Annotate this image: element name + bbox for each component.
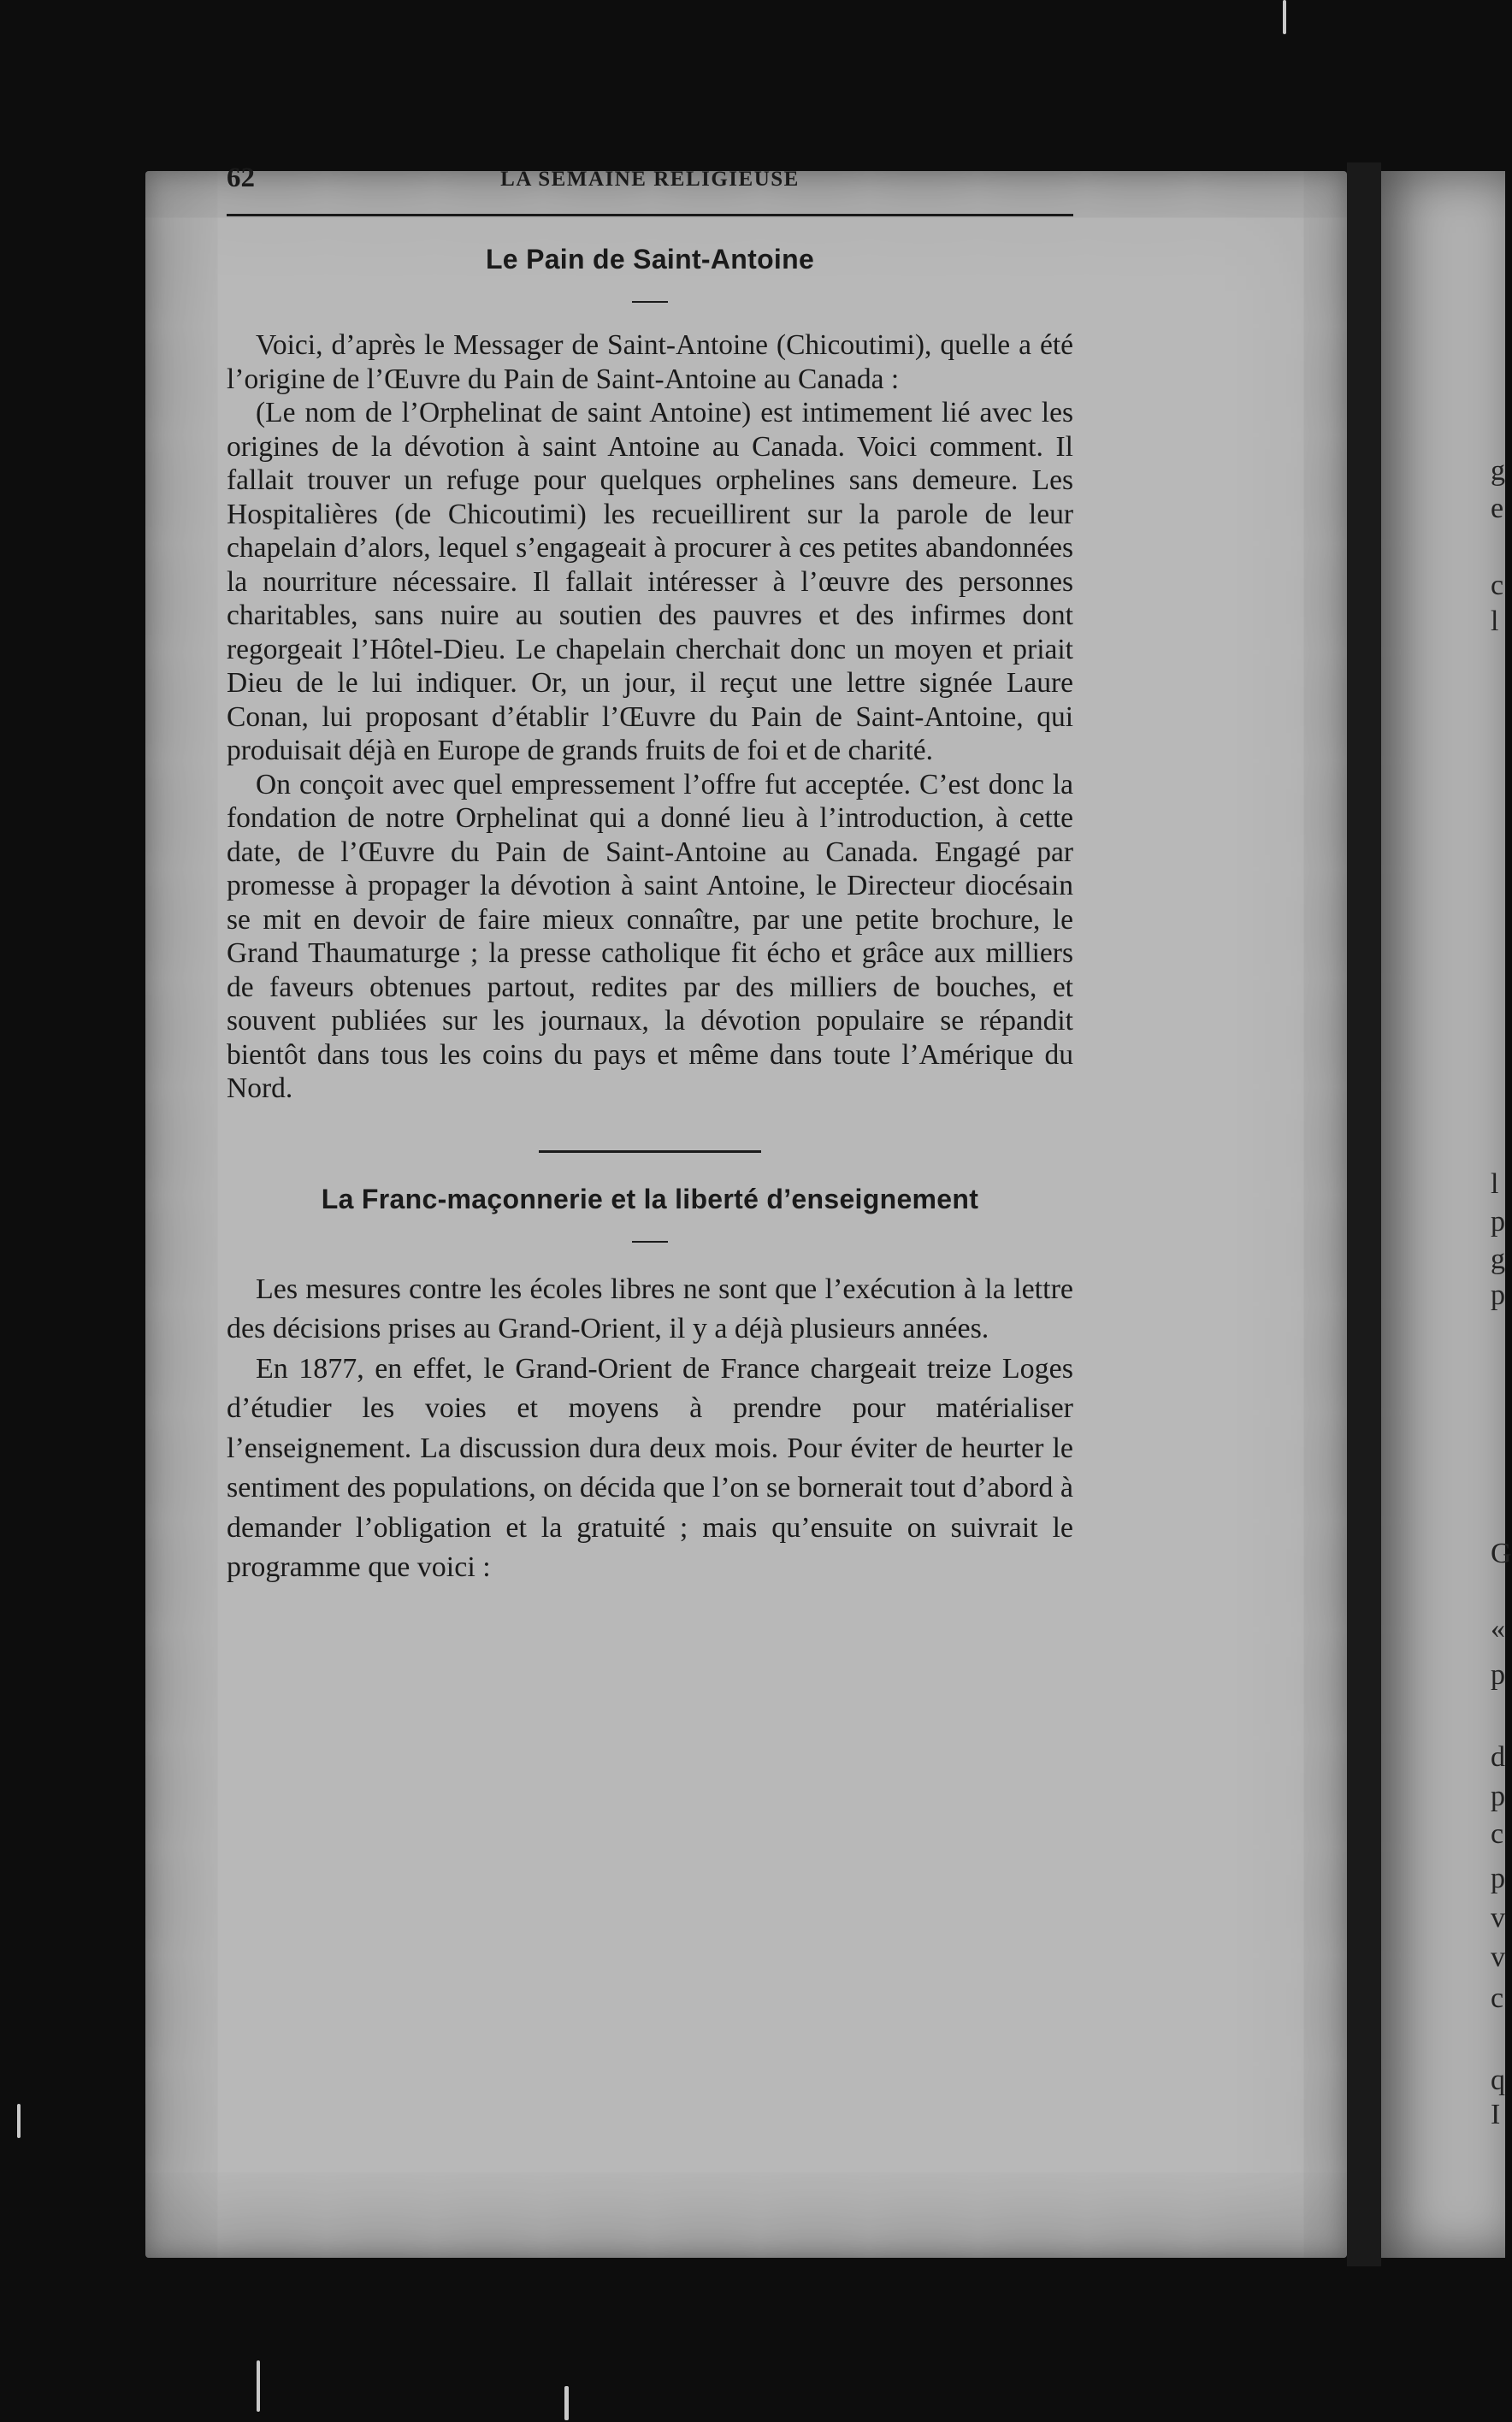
- facing-page-letter: c: [1491, 570, 1504, 601]
- facing-page-letter: p: [1491, 1781, 1505, 1812]
- facing-page-letter: p: [1491, 1206, 1505, 1238]
- article-franc-maconnerie: [227, 1184, 1073, 1588]
- facing-page-letter: I: [1491, 2099, 1501, 2130]
- page-content: [227, 162, 1073, 1588]
- article-pain-de-saint-antoine: [227, 244, 1073, 1106]
- page-number: 62: [227, 162, 255, 193]
- title-dash: [632, 1241, 668, 1243]
- facing-page-letter: «: [1491, 1613, 1505, 1645]
- article-paragraph: En 1877, en effet, le Grand-Orient de France chargeait treize Loges d’étudier les voies et moyens à prendre pour matérialiser l’enseignement. La discussion dura deux mois. Pour éviter de heurter le sentiment des populations, on décida que l’on se bornerait tout d’abord à demander l’obligation et la gratuité ; mais qu’ensuite on suivrait le programme que voici :: [227, 1352, 1073, 1583]
- facing-page-letter: q: [1491, 2065, 1505, 2096]
- facing-page-letter: G: [1491, 1538, 1512, 1569]
- facing-page-letter: p: [1491, 1279, 1505, 1311]
- section-separator: [539, 1150, 761, 1153]
- facing-page-letter: p: [1491, 1863, 1505, 1894]
- facing-page-letter: c: [1491, 1982, 1504, 2014]
- facing-page-edge: [1381, 171, 1512, 2258]
- page-header: [227, 162, 1073, 216]
- article-paragraph: (Le nom de l’Orphelinat de saint Antoine) est intimement lié avec les origines de la dévotion à saint Antoine au Canada. Voici comment. Il fallait trouver un refuge pour quelques orphelines sans demeure. Les Hospitalières (de Chicoutimi) les recueillirent sur la parole de leur chapelain d’alors, lequel s’engageait à procurer à ces petites abandonnées la nourriture nécessaire. Il fallait intéresser à l’œuvre des personnes charitables, sans nuire au soutien des pauvres et des infirmes dont regorgeait l’Hôtel-Dieu. Le chapelain cherchait donc un moyen et priait Dieu de le lui indiquer. Or, un jour, il reçut une lettre signée Laure Conan, lui proposant d’établir l’Œuvre du Pain de Saint-Antoine, qui produisait déjà en Europe de grands fruits de foi et de charité.: [227, 397, 1073, 766]
- running-head: LA SEMAINE RELIGIEUSE: [500, 168, 800, 191]
- facing-page-letter: g: [1491, 1243, 1505, 1275]
- article-paragraph: On conçoit avec quel empressement l’offre fut acceptée. C’est donc la fondation de notre Orphelinat qui a donné lieu à l’introduction, à cette date, de l’Œuvre du Pain de Saint-Antoine au Canada. Engagé par promesse à propager la dévotion à saint Antoine, le Directeur diocésain se mit en devoir de faire mieux connaître, par une petite brochure, le Grand Thaumaturge ; la presse catholique fit écho et grâce aux milliers de faveurs obtenues partout, redites par des milliers de bouches, et souvent publiées sur les journaux, la dévotion populaire se répandit bientôt dans tous les coins du pays et même dans toute l’Amérique du Nord.: [227, 768, 1073, 1104]
- article-title: Le Pain de Saint-Antoine: [485, 244, 815, 275]
- facing-page-letter: l: [1491, 1168, 1499, 1200]
- article-paragraph: Voici, d’après le Messager de Saint-Antoine (Chicoutimi), quelle a été l’origine de l’Œuvre du Pain de Saint-Antoine au Canada :: [227, 329, 1073, 395]
- article-paragraph: Les mesures contre les écoles libres ne sont que l’exécution à la lettre des décisions prises au Grand-Orient, il y a déjà plusieurs années.: [227, 1273, 1073, 1344]
- title-dash: [632, 301, 668, 303]
- facing-page-letter: d: [1491, 1741, 1505, 1773]
- facing-page-letter: p: [1491, 1659, 1505, 1691]
- facing-page-letter: l: [1491, 606, 1499, 637]
- facing-page-letter: e: [1491, 493, 1504, 524]
- book-gutter: [1347, 162, 1381, 2266]
- article-title: La Franc-maçonnerie et la liberté d’enseignement: [321, 1183, 979, 1214]
- facing-page-letter: v: [1491, 1941, 1505, 1973]
- facing-page-letter: v: [1491, 1902, 1505, 1934]
- facing-page-letter: c: [1491, 1818, 1504, 1850]
- facing-page-letter: g: [1491, 455, 1505, 487]
